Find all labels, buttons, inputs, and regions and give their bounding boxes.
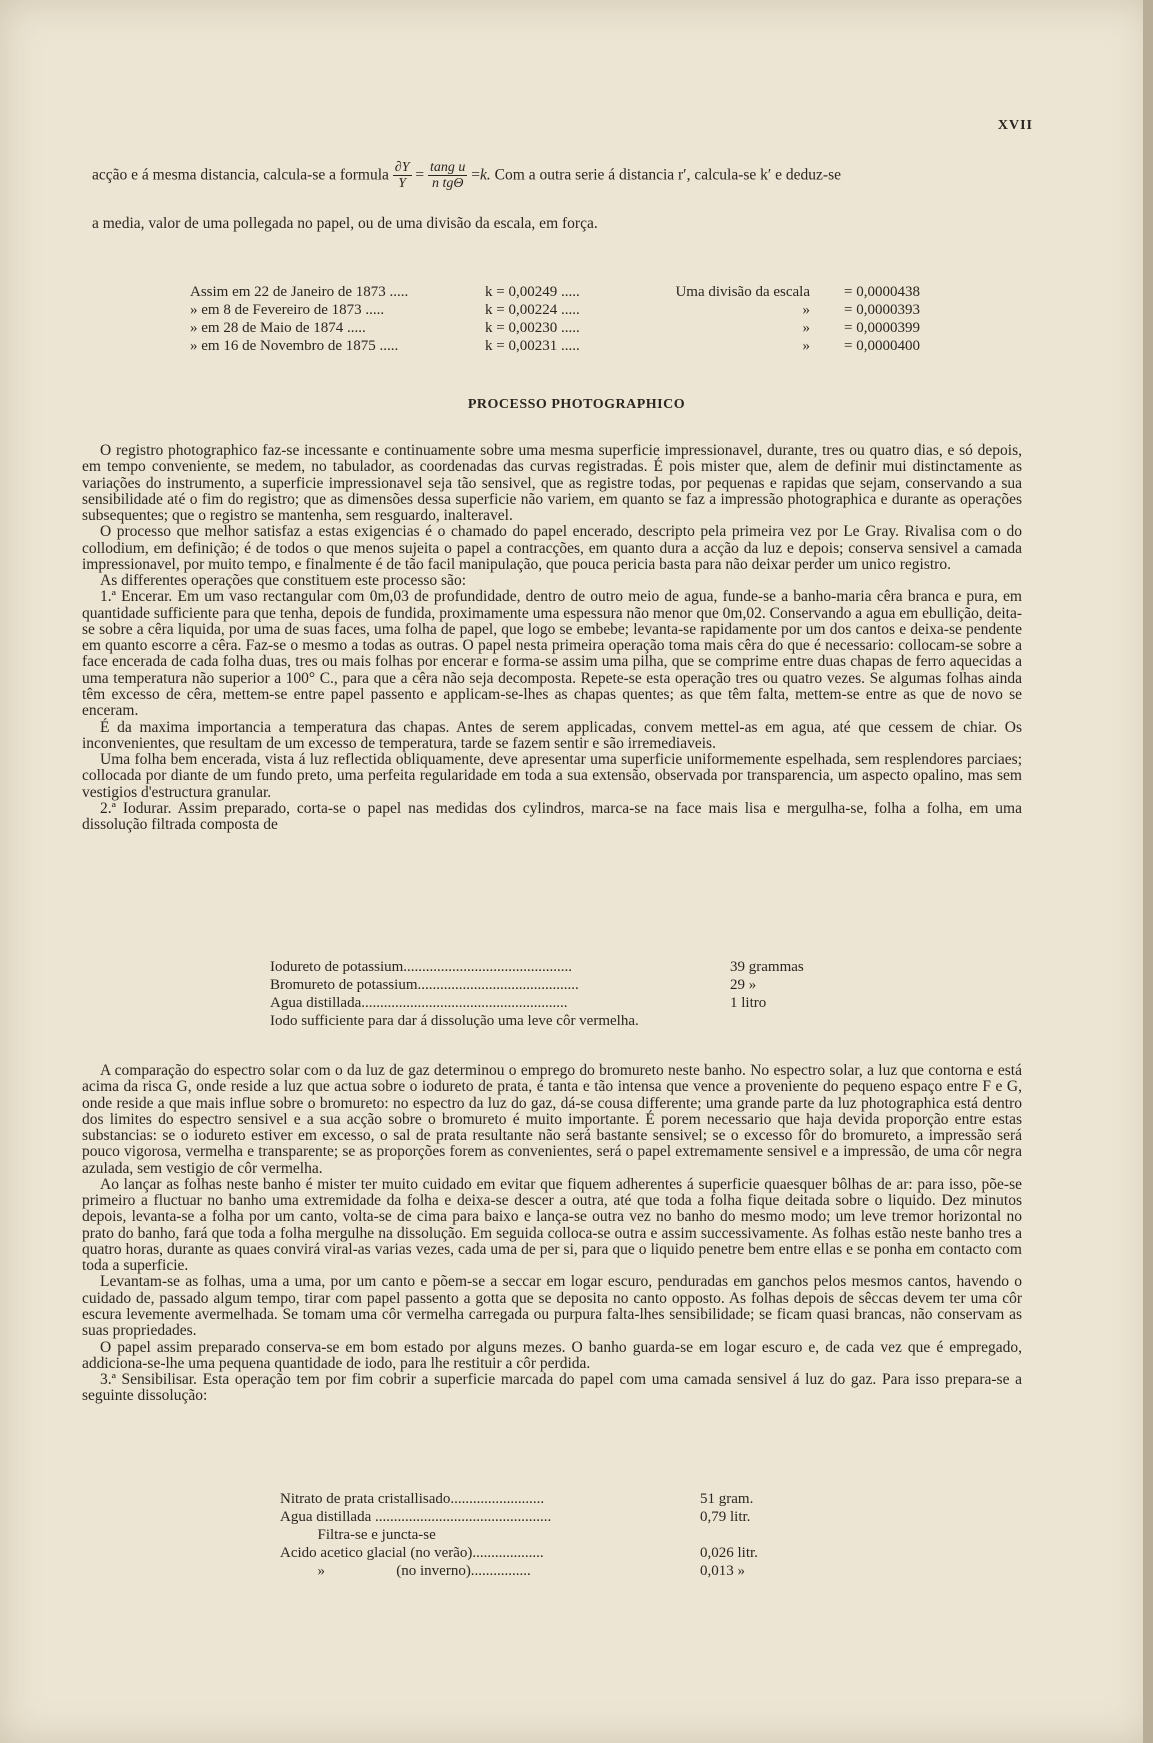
recipe-quantity: 0,79 litr. [700,1509,751,1525]
recipe-quantity: 1 litro [730,995,767,1011]
k-date: » em 16 de Novembro de 1875 ..... [190,338,399,354]
recipe-ingredient: Iodureto de potassium............................................. [270,959,573,975]
paragraph: É da maxima importancia a temperatura das chapas. Antes de serem applicadas, convem mettel-as em agua, até que cessem de chiar. Os inconvenientes, que resultam de um excesso de temperatura, tarde se fazem sentir e são irremediaveis. [82,718,1022,752]
formula-fraction-right [428,160,467,192]
sensitizing-recipe [280,1490,810,1580]
iodizing-recipe [270,958,840,1030]
k-label: Uma divisão da escala [675,284,810,300]
k-value: k = 0,00231 ..... [485,338,580,354]
recipe-row [280,1508,810,1526]
paragraph: 1.ª Encerar. Em um vaso rectangular com 0m,03 de profundidade, dentro de outro meio de agua, funde-se a banho-maria cêra branca e pura, em quantidade sufficiente para que tenha, depois de fundida, proximamente uma espessura não menor que 0m,02. Conservando a agua em ebullição, deita-se sobre a cêra liquida, por uma de suas faces, uma folha de papel, que logo se embebe; levanta-se rapidamente por um dos cantos e deixa-se pendente em quanto escorre a cêra. Faz-se o mesmo a todas as outras. O papel nesta primeira operação toma mais cêra do que é necessario: collocam-se sobre a face encerada de cada folha duas, tres ou mais folhas por encerar e forma-se assim uma pilha, que se comprime entre duas chapas de ferro aquecidas a uma temperatura não superior a 100° C., para que a cêra não seja decomposta. Repete-se esta operação tres ou quatro vezes. Se algumas folhas ainda têm excesso de cêra, mettem-se entre papel passento e applicam-se-lhes as chapas quentes; as que têm falta, mettem-se entre as que de novo se enceram. [82,588,1022,720]
k-scale-value: = 0,0000399 [844,320,920,336]
recipe-row [270,994,840,1012]
k-value: k = 0,00249 ..... [485,284,580,300]
recipe-quantity [700,1526,810,1544]
paragraph: O papel assim preparado conserva-se em bom estado por alguns mezes. O banho guarda-se em logar escuro e, de cada vez que é empregado, addiciona-se-lhe uma pequena quantidade de iodo, para lhe restituir a côr perdida. [82,1338,1022,1372]
paragraph: 2.ª Iodurar. Assim preparado, corta-se o papel nas medidas dos cylindros, marca-se na face mais lisa e mergulha-se, folha a folha, em uma dissolução filtrada composta de [82,799,1022,834]
table-row [190,283,920,301]
recipe-ingredient: Agua distillada....................................................... [270,995,568,1011]
table-row [190,319,920,337]
k-scale-value: = 0,0000400 [844,338,920,354]
recipe-row [280,1544,810,1562]
k-value: k = 0,00224 ..... [485,302,580,318]
recipe-quantity: 0,013 » [700,1563,745,1579]
intro-line-2: a media, valor de uma pollegada no papel, ou de uma divisão da escala, em força. [92,215,598,232]
recipe-row [280,1490,810,1508]
formula-line: acção e á mesma distancia, calcula-se a formula $\frac{\partial Y}{Y}$ = $\frac{\text{tang u}}{\text{n tgΘ}}$ =k. Com a outra serie á distancia r′, calcula-se k′ e deduz-se [92,160,842,192]
section-2-text [82,1063,1022,1405]
recipe-ingredient: Acido acetico glacial (no verão)................... [280,1545,544,1561]
recipe-row [280,1562,810,1580]
paragraph: Levantam-se as folhas, uma a uma, por um canto e põem-se a seccar em logar escuro, penduradas em ganchos pelos mesmos cantos, havendo o cuidado de, passado algum tempo, tirar com papel passento a gotta que se deposita no canto opposto. As folhas depois de sêccas devem ter uma côr escura levemente avermelhada. Se tomam uma côr vermelha carregada ou purpura falta-lhes sensibilidade; se ficam quasi brancas, não conservam as suas propriedades. [82,1273,1022,1340]
paragraph: O processo que melhor satisfaz a estas exigencias é o chamado do papel encerado, descripto pela primeira vez por Le Gray. Rivalisa com o do collodium, em definição; é de todos o que menos sujeita o papel a contracções, em quanto dura a acção da luz e depois; conserva sensivel a camada impressionavel, por muito tempo, e finalmente é de tão facil manipulação, que pouca pericia basta para não deixar perder um unico registro. [82,523,1022,573]
k-label: » [802,302,810,318]
page-number: XVII [997,118,1033,133]
formula-after-text: Com a outra serie á distancia r′, calcula-se k′ e deduz-se [494,166,842,184]
recipe-quantity: 51 gram. [700,1491,754,1507]
recipe-row [280,1526,810,1544]
recipe-row [270,976,840,994]
section-heading: PROCESSO PHOTOGRAPHICO [467,397,686,412]
recipe-quantity: 39 grammas [730,959,804,975]
section-1-text [82,443,1022,833]
k-date: » em 8 de Fevereiro de 1873 ..... [190,302,385,318]
table-row [190,337,920,355]
k-scale-value: = 0,0000438 [844,284,920,300]
recipe-quantity: 0,026 litr. [700,1545,758,1561]
formula-intro-text: acção e á mesma distancia, calcula-se a formula [92,166,389,184]
formula-result: k. [480,166,491,184]
recipe-quantity [730,1012,840,1030]
paragraph: A comparação do espectro solar com o da luz de gaz determinou o emprego do bromureto neste banho. No espectro solar, a luz que contorna e está acima da risca G, onde reside a luz que actua sobre o iodureto de prata, é tanta e tão intensa que vence a proveniente do pequeno espaço entre F e G, onde reside a que mais influe sobre o bromureto: no espectro da luz do gaz, dá-se cousa differente; uma grande parte da luz photographica está dentro dos limites do espectro sensivel e a sua acção sobre o bromureto é muito importante. É porem necessario que haja devida proporção entre estas substancias: se o iodureto estiver em excesso, o sal de prata resultante não será bastante sensivel; se o excesso fôr do bromureto, a impressão será pouco vigorosa, vermelha e transparente; se as proporções forem as convenientes, será o papel extremamente sensivel e a impressão, de uma côr negra azulada, sem vestigio de côr vermelha. [82,1062,1022,1177]
paragraph: 3.ª Sensibilisar. Esta operação tem por fim cobrir a superficie marcada do papel com uma camada sensivel á luz do gaz. Para isso prepara-se a seguinte dissolução: [82,1371,1022,1405]
formula-fraction-left [393,160,412,192]
k-scale-value: = 0,0000393 [844,302,920,318]
formula-den-2: n tgΘ [431,176,464,192]
recipe-row [270,958,840,976]
recipe-ingredient: Iodo sufficiente para dar á dissolução uma leve côr vermelha. [270,1013,639,1029]
formula-den-1: Y [398,176,407,192]
k-date: » em 28 de Maio de 1874 ..... [190,320,366,336]
k-label: » [802,338,810,354]
formula-num-2: tang u [430,160,466,175]
recipe-ingredient: Agua distillada ............................................... [280,1509,552,1525]
recipe-ingredient: Nitrato de prata cristallisado......................... [280,1491,545,1507]
k-values-table [190,283,920,355]
recipe-ingredient: » (no inverno)................ [280,1563,531,1579]
k-label: » [802,320,810,336]
paragraph: Ao lançar as folhas neste banho é mister ter muito cuidado em evitar que fiquem adherentes á superficie quaesquer bôlhas de ar: para isso, põe-se primeiro a fluctuar no banho uma extremidade da folha e deixa-se descer a outra, até que toda a folha fique deitada sobre o liquido. Dez minutos depois, levanta-se a folha por um canto, volta-se de cima para baixo e lança-se outra vez no banho do mesmo modo; um leve tremor horizontal no prato do banho, fará que toda a folha mergulhe na dissolução. Em seguida colloca-se outra e assim successivamente. As folhas estão neste banho tres a quatro horas, durante as quaes convirá viral-as varias vezes, cada uma de per si, para que o liquido penetre bem entre ellas e se ponha em contacto com toda a superficie. [82,1175,1022,1275]
k-value: k = 0,00230 ..... [485,320,580,336]
recipe-ingredient: Bromureto de potassium........................................... [270,977,579,993]
formula-num-1: ∂Y [394,160,410,175]
recipe-row [270,1012,840,1030]
k-date: Assim em 22 de Janeiro de 1873 ..... [190,284,409,300]
recipe-ingredient: Filtra-se e juncta-se [280,1527,436,1543]
paragraph: Uma folha bem encerada, vista á luz reflectida obliquamente, deve apresentar uma superficie uniformemente espelhada, sem resplendores parciaes; collocada por diante de um fundo preto, uma perfeita regularidade em toda a sua extensão, observada por transparencia, um aspecto opalino, mas sem vestigios d'estructura granular. [82,751,1022,801]
paragraph: O registro photographico faz-se incessante e continuamente sobre uma mesma superficie impressionavel, durante, tres ou quatro dias, e só depois, em tempo conveniente, se medem, no tabulador, as coordenadas das curvas registradas. É pois mister que, alem de definir mui distinctamente as variações do instrumento, a superficie impressionavel seja tão sensivel, que as registre todas, por pequenas e rapidas que sejam, conservando a sua sensibilidade até o fim do registro; que as dimensões dessa superficie não variem, em quanto se faz a impressão photographica e durante as operações subsequentes; que o registro se mantenha, sem resguardo, inalteravel. [82,442,1022,525]
recipe-quantity: 29 » [730,977,757,993]
page-edge [1143,0,1153,1743]
paragraph: As differentes operações que constituem este processo são: [100,572,466,590]
table-row [190,301,920,319]
